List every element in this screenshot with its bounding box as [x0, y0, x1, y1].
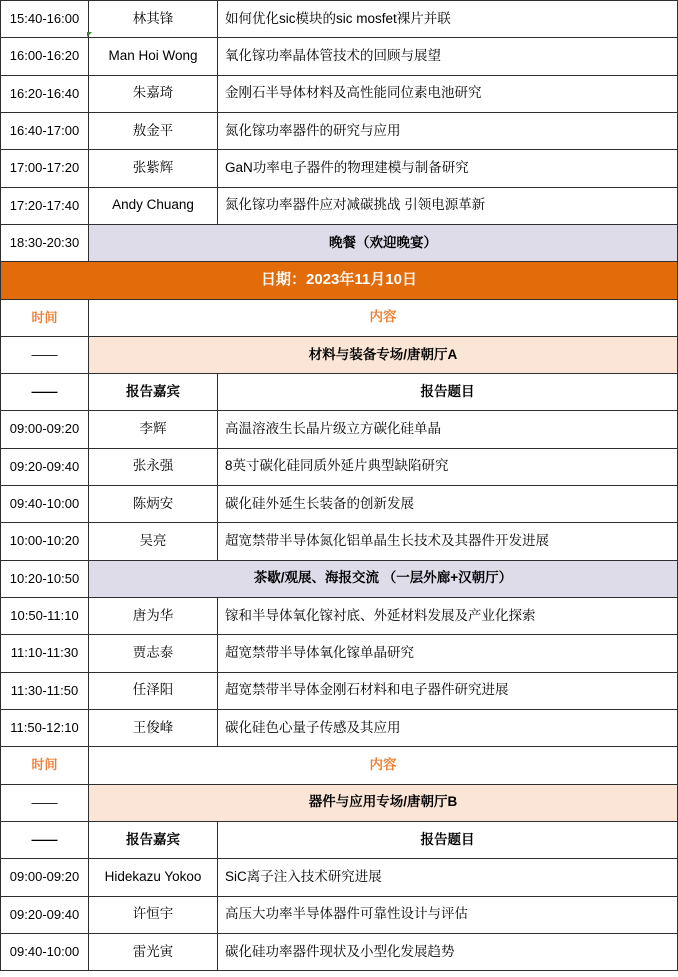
content-cell: 内容: [89, 300, 677, 336]
title-cell: GaN功率电子器件的物理建模与制备研究: [225, 159, 469, 175]
table-row: [1, 38, 677, 75]
speaker-cell: 报告嘉宾: [89, 822, 218, 858]
content-cell: 内容: [89, 747, 677, 783]
table-row: [1, 225, 677, 262]
table-row: [1, 635, 677, 672]
time-cell: 17:20-17:40: [1, 188, 89, 224]
time-cell: 时间: [1, 300, 89, 336]
speaker-cell: 任泽阳: [89, 673, 218, 709]
table-row: [1, 76, 677, 113]
time-cell: 10:50-11:10: [1, 598, 89, 634]
speaker-cell: Hidekazu Yokoo: [89, 859, 218, 895]
content-cell: 材料与装备专场/唐朝厅A: [89, 337, 677, 373]
table-row: [1, 897, 677, 934]
title-cell: 高压大功率半导体器件可靠性设计与评估: [225, 906, 468, 922]
speaker-cell: 唐为华: [89, 598, 218, 634]
content-cell: 茶歇/观展、海报交流 （一层外廊+汉朝厅）: [89, 561, 677, 597]
time-cell: 16:00-16:20: [1, 38, 89, 74]
title-cell: 氮化镓功率器件的研究与应用: [225, 122, 401, 138]
table-row: [1, 934, 677, 970]
time-cell: 15:40-16:00: [1, 1, 89, 37]
table-row: [1, 673, 677, 710]
table-row: [1, 337, 677, 374]
time-cell: 10:00-10:20: [1, 523, 89, 559]
time-cell: 09:40-10:00: [1, 486, 89, 522]
time-cell: ——: [1, 374, 89, 410]
table-row: [1, 262, 677, 299]
speaker-cell: 贾志泰: [89, 635, 218, 671]
time-cell: 09:00-09:20: [1, 859, 89, 895]
speaker-cell: Man Hoi Wong: [89, 38, 218, 74]
content-cell: 器件与应用专场/唐朝厅B: [89, 785, 677, 821]
table-row: [1, 113, 677, 150]
title-cell: 报告题目: [420, 831, 475, 847]
time-cell: 11:10-11:30: [1, 635, 89, 671]
time-cell: 11:50-12:10: [1, 710, 89, 746]
table-row: [1, 449, 677, 486]
table-row: [1, 598, 677, 635]
table-row: [1, 710, 677, 747]
speaker-cell: 林其锋: [89, 1, 218, 37]
speaker-cell: 张紫辉: [89, 150, 218, 186]
title-cell: 镓和半导体氧化镓衬底、外延材料发展及产业化探索: [225, 607, 536, 623]
excel-error-indicator-icon: [87, 32, 92, 37]
table-row: [1, 188, 677, 225]
title-cell: 如何优化sic模块的sic mosfet裸片并联: [225, 10, 451, 26]
time-cell: ——: [1, 822, 89, 858]
time-cell: 时间: [1, 747, 89, 783]
table-row: [1, 822, 677, 859]
date-banner: 日期：2023年11月10日: [1, 262, 677, 298]
time-cell: 16:20-16:40: [1, 76, 89, 112]
speaker-cell: 雷光寅: [89, 934, 218, 970]
time-cell: 10:20-10:50: [1, 561, 89, 597]
title-cell: 报告题目: [420, 383, 475, 399]
table-row: [1, 150, 677, 187]
title-cell: 超宽禁带半导体金刚石材料和电子器件研究进展: [225, 682, 509, 698]
title-cell: 超宽禁带半导体氧化镓单晶研究: [225, 645, 414, 661]
title-cell: 碳化硅功率器件现状及小型化发展趋势: [225, 943, 455, 959]
table-row: [1, 785, 677, 822]
table-row: [1, 561, 677, 598]
table-row: [1, 859, 677, 896]
title-cell: SiC离子注入技术研究进展: [225, 868, 382, 884]
time-cell: 09:00-09:20: [1, 411, 89, 447]
speaker-cell: 报告嘉宾: [89, 374, 218, 410]
title-cell: 碳化硅外延生长装备的创新发展: [225, 495, 414, 511]
time-cell: 16:40-17:00: [1, 113, 89, 149]
table-row: [1, 411, 677, 448]
content-cell: 晚餐（欢迎晚宴）: [89, 225, 677, 261]
title-cell: 金刚石半导体材料及高性能同位素电池研究: [225, 85, 482, 101]
time-cell: ——: [1, 785, 89, 821]
title-cell: 高温溶液生长晶片级立方碳化硅单晶: [225, 421, 441, 437]
table-row: [1, 747, 677, 784]
speaker-cell: 敖金平: [89, 113, 218, 149]
title-cell: 超宽禁带半导体氮化铝单晶生长技术及其器件开发进展: [225, 533, 549, 549]
time-cell: 17:00-17:20: [1, 150, 89, 186]
speaker-cell: 朱嘉琦: [89, 76, 218, 112]
time-cell: 18:30-20:30: [1, 225, 89, 261]
time-cell: 09:20-09:40: [1, 897, 89, 933]
table-row: [1, 486, 677, 523]
speaker-cell: 许恒宇: [89, 897, 218, 933]
time-cell: 09:40-10:00: [1, 934, 89, 970]
speaker-cell: 张永强: [89, 449, 218, 485]
time-cell: ——: [1, 337, 89, 373]
table-row: [1, 374, 677, 411]
speaker-cell: Andy Chuang: [89, 188, 218, 224]
speaker-cell: 王俊峰: [89, 710, 218, 746]
table-row: [1, 1, 677, 38]
table-row: [1, 523, 677, 560]
time-cell: 09:20-09:40: [1, 449, 89, 485]
speaker-cell: 李辉: [89, 411, 218, 447]
speaker-cell: 吴亮: [89, 523, 218, 559]
title-cell: 8英寸碳化硅同质外延片典型缺陷研究: [225, 458, 449, 474]
table-row: [1, 300, 677, 337]
title-cell: 氧化镓功率晶体管技术的回顾与展望: [225, 48, 441, 64]
title-cell: 氮化镓功率器件应对减碳挑战 引领电源革新: [225, 197, 486, 213]
time-cell: 11:30-11:50: [1, 673, 89, 709]
title-cell: 碳化硅色心量子传感及其应用: [225, 719, 401, 735]
speaker-cell: 陈炳安: [89, 486, 218, 522]
